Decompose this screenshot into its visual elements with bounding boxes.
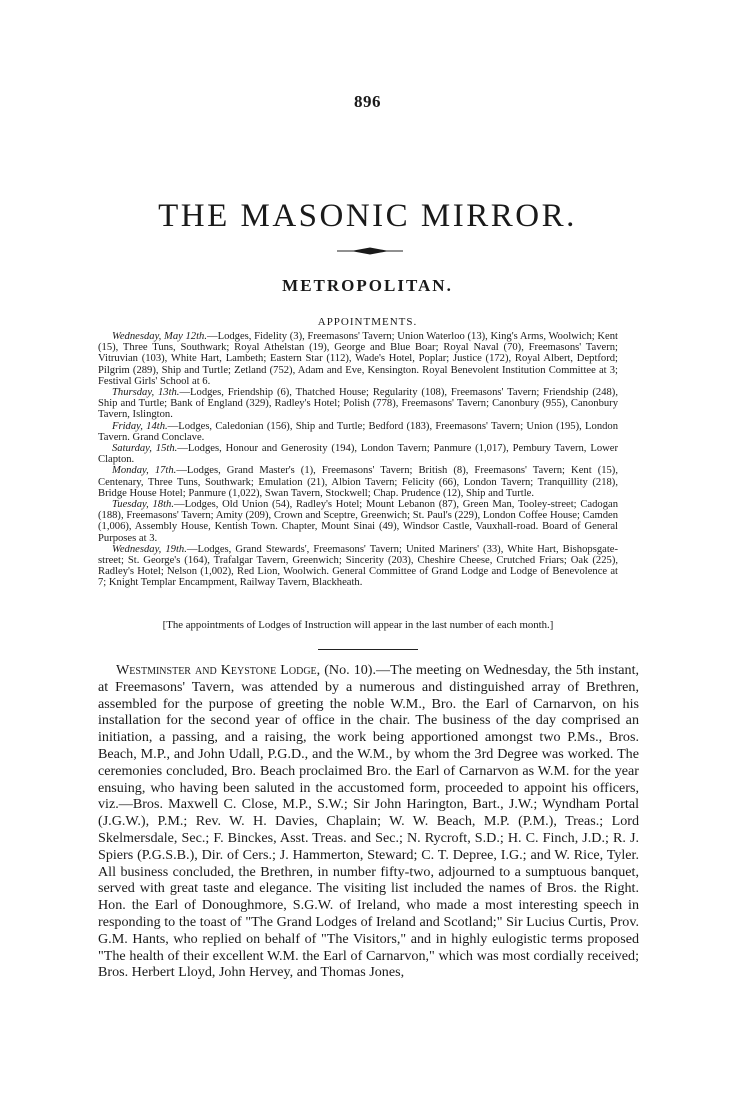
appointment-text: —Lodges, Caledonian (156), Ship and Turtle; Bedford (183), Freemasons' Tavern; Union (195), London Tavern. Grand Conclave. [98, 420, 619, 443]
lodge-name: Westminster and Keystone Lodge, [116, 662, 321, 678]
appointment-text: —Lodges, Old Union (54), Radley's Hotel; Mount Lebanon (87), Green Man, Tooley-street; Cadogan (188), Freemasons' Tavern; Amity (209), Crown and Sceptre, Greenwich; St. Paul's (229), London Coffee House; Camden (1,006), Assembly House, Kentish Town. Chapter, Mount Sinai (49), Windsor Castle, Vauxhall-road. Board of General Purposes at 3. [98, 499, 618, 544]
lodge-report [98, 662, 639, 981]
appointment-entry [98, 331, 618, 387]
appointment-day: Saturday, 15th. [112, 443, 178, 455]
section-divider [318, 649, 418, 650]
report-text: (No. 10).—The meeting on Wednesday, the 5th instant, at Freemasons' Tavern, was attended by a numerous and distinguished array of Brethren, assembled for the purpose of greeting the noble W.M., Bro. the Earl of Carnarvon, on his installation for the second year of office in the chair. The business of the day comprised an initiation, a passing, and a raising, the work being apportioned amongst two P.Ms., Bros. Beach, M.P., and John Udall, P.G.D., and the W.M., by whom the 3rd Degree was worked. The ceremonies concluded, Bro. Beach proclaimed Bro. the Earl of Carnarvon as W.M. for the year ensuing, who having been saluted in the accustomed form, proceeded to appoint his officers, viz.—Bros. Maxwell C. Close, M.P., S.W.; Sir John Harington, Bart., J.W.; Wyndham Portal (J.G.W.), P.M.; Rev. W. H. Davies, Chaplain; W. W. Beach, M.P. (P.M.), Treas.; Lord Skelmersdale, Sec.; F. Binckes, Asst. Treas. and Sec.; N. Rycroft, S.D.; H. C. Finch, J.D.; R. J. Spiers (P.G.S.B.), Dir. of Cers.; J. Hammerton, Steward; C. T. Depree, I.G.; and W. Rice, Tyler. All business concluded, the Brethren, in number fifty-two, adjourned to a sumptuous banquet, served with great taste and elegance. The visiting list included the names of Bros. the Right. Hon. the Earl of Donoughmore, S.G.W. of Ireland, who made a most interesting speech in responding to the toast of "The Grand Lodges of Ireland and Scotland;" Sir Lucius Curtis, Prov. G.M. Hants, who replied on behalf of "The Visitors," and in highly eulogistic terms proposed "The health of their excellent W.M. the Earl of Carnarvon," which was most cordially received; Bros. Herbert Lloyd, John Hervey, and Thomas Jones, [98, 662, 640, 981]
appointment-day: Wednesday, May 12th. [112, 331, 207, 342]
appointment-text: —Lodges, Fidelity (3), Freemasons' Tavern; Union Waterloo (13), King's Arms, Woolwich; Kent (15), Three Tuns, Southwark; Royal Athelstan (19), George and Blue Boar; Royal Naval (70), Freemasons' Tavern; Vitruvian (103), White Hart, Lambeth; Eastern Star (112), Wade's Hotel, Poplar; Justice (172), Royal Albert, Deptford; Pilgrim (289), Ship and Turtle; Zetland (752), Adam and Eve, Kensington. Royal Benevolent Institution Committee at 3; Festival Girls' School at 6. [98, 331, 618, 387]
appointment-entry [98, 544, 618, 589]
appointment-text: —Lodges, Friendship (6), Thatched House; Regularity (108), Freemasons' Tavern; Friendship (248), Ship and Turtle; Bank of England (329), Radley's Hotel; Polish (778), Freemasons' Tavern; Canonbury (955), Canonbury Tavern, Islington. [98, 387, 618, 421]
appointment-day: Friday, 14th. [112, 420, 168, 432]
page-number: 896 [354, 92, 381, 111]
section-title: METROPOLITAN. [282, 276, 453, 295]
appointment-day: Monday, 17th. [112, 465, 177, 477]
appointment-entry [98, 421, 618, 443]
appointment-text: —Lodges, Grand Master's (1), Freemasons' Tavern; British (8), Freemasons' Tavern; Kent (15), Centenary, Three Tuns, Southwark; Emulation (21), Albion Tavern; Felicity (66), London Tavern; Tranquillity (218), Bridge House Hotel; Panmure (1,022), Swan Tavern, Stockwell; Chap. Prudence (12), Ship and Turtle. [98, 465, 618, 499]
appointments-list [98, 331, 618, 589]
masthead-title: THE MASONIC MIRROR. [158, 198, 577, 234]
appointment-entry [98, 499, 618, 544]
appointment-entry [98, 387, 618, 421]
appointment-entry [98, 443, 618, 465]
appointment-text: —Lodges, Grand Stewards', Freemasons' Tavern; United Mariners' (33), White Hart, Bishopsgate-street; St. George's (164), Trafalgar Tavern, Greenwich; Sincerity (203), Cheshire Cheese, Crutched Friars; Oak (225), Radley's Hotel; Nelson (1,002), Red Lion, Woolwich. General Committee of Grand Lodge and Lodge of Benevolence at 7; Knight Templar Encampment, Railway Tavern, Blackheath. [98, 543, 618, 589]
ornament-divider-icon [337, 246, 403, 256]
appointment-day: Wednesday, 19th. [112, 543, 187, 555]
appointment-text: —Lodges, Honour and Generosity (194), London Tavern; Panmure (1,017), Pembury Tavern, Lower Clapton. [98, 443, 618, 466]
appointments-note: [The appointments of Lodges of Instruction will appear in the last number of each month.] [162, 619, 554, 631]
report-paragraph [98, 662, 639, 981]
appointment-day: Tuesday, 18th. [112, 499, 174, 511]
appointments-heading: APPOINTMENTS. [317, 316, 418, 328]
appointment-entry [98, 465, 618, 499]
appointment-day: Thursday, 13th. [112, 387, 180, 399]
